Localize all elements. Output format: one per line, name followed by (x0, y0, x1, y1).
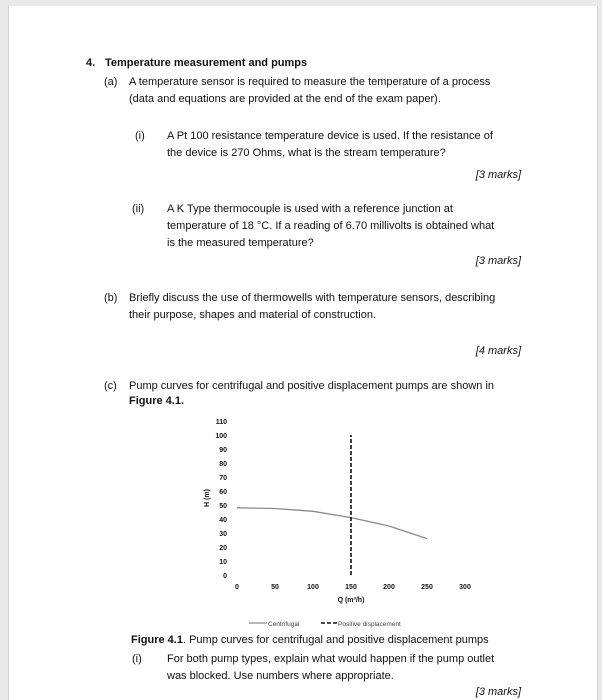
x-tick-label: 150 (345, 584, 357, 591)
y-tick-label: 20 (219, 545, 227, 552)
part-a-ii-marks: [3 marks] (475, 255, 521, 267)
part-c-line1: Pump curves for centrifugal and positive displacement pumps are shown in (129, 380, 495, 392)
y-tick-label: 80 (219, 461, 227, 468)
x-tick-label: 0 (235, 584, 239, 591)
y-tick-label: 90 (219, 447, 227, 454)
y-tick-label: 60 (219, 489, 227, 496)
y-tick-label: 30 (219, 531, 227, 538)
part-c-i-marks: [3 marks] (475, 686, 521, 698)
part-a-ii-line2: temperature of 18 °C. If a reading of 6.70 millivolts is obtained what (167, 220, 495, 232)
part-a-i-line1: A Pt 100 resistance temperature device is used. If the resistance of (167, 130, 493, 142)
y-tick-label: 70 (219, 475, 227, 482)
y-tick-label: 10 (219, 559, 227, 566)
x-tick-label: 100 (307, 584, 319, 591)
part-c-line2: Figure 4.1. (129, 395, 185, 407)
x-tick-label: 300 (459, 584, 471, 591)
legend-centrifugal-label: Centrifugal (268, 621, 300, 628)
question-title: Temperature measurement and pumps (105, 57, 308, 69)
centrifugal-line (237, 508, 427, 539)
part-a-ii-line3: is the measured temperature? (167, 237, 314, 249)
part-a-i-line2: the device is 270 Ohms, what is the stream temperature? (167, 147, 446, 159)
y-tick-label: 110 (215, 419, 227, 426)
part-a-i-marks: [3 marks] (475, 169, 521, 181)
exam-page (8, 6, 598, 700)
y-tick-label: 100 (215, 433, 227, 440)
part-c-i-line2: was blocked. Use numbers where appropriate. (167, 670, 394, 682)
part-a-ii-line1: A K Type thermocouple is used with a reference junction at (167, 203, 453, 215)
part-a-text-line2: (data and equations are provided at the end of the exam paper). (129, 93, 441, 105)
part-c-label: (c) (104, 380, 117, 392)
figure-caption-text: . Pump curves for centrifugal and positive displacement pumps (182, 634, 489, 646)
y-tick-label: 50 (219, 503, 227, 510)
part-b-line1: Briefly discuss the use of thermowells with temperature sensors, describing (129, 292, 496, 304)
question-number: 4. (86, 57, 96, 69)
part-c-i-line1: For both pump types, explain what would happen if the pump outlet (167, 653, 495, 665)
y-tick-label: 40 (219, 517, 227, 524)
part-a-ii-label: (ii) (132, 203, 145, 215)
pump-curve-chart (169, 408, 489, 630)
x-tick-label: 200 (383, 584, 395, 591)
x-tick-label: 250 (421, 584, 433, 591)
figure-caption-label: Figure 4.1 (131, 634, 183, 646)
x-tick-label: 50 (271, 584, 279, 591)
part-b-marks: [4 marks] (475, 345, 521, 357)
part-a-label: (a) (104, 76, 118, 88)
part-b-line2: their purpose, shapes and material of construction. (129, 309, 377, 321)
figure-caption (131, 634, 489, 646)
part-a-text-line1: A temperature sensor is required to measure the temperature of a process (129, 76, 491, 88)
y-axis-title: H (m) (204, 489, 211, 507)
x-axis-title: Q (m³/h) (337, 597, 365, 604)
part-b-label: (b) (104, 292, 118, 304)
y-tick-label: 0 (223, 573, 227, 580)
part-c-i-label: (i) (132, 653, 142, 665)
legend-positive-displacement-label: Positive displacement (338, 621, 401, 628)
part-a-i-label: (i) (135, 130, 145, 142)
